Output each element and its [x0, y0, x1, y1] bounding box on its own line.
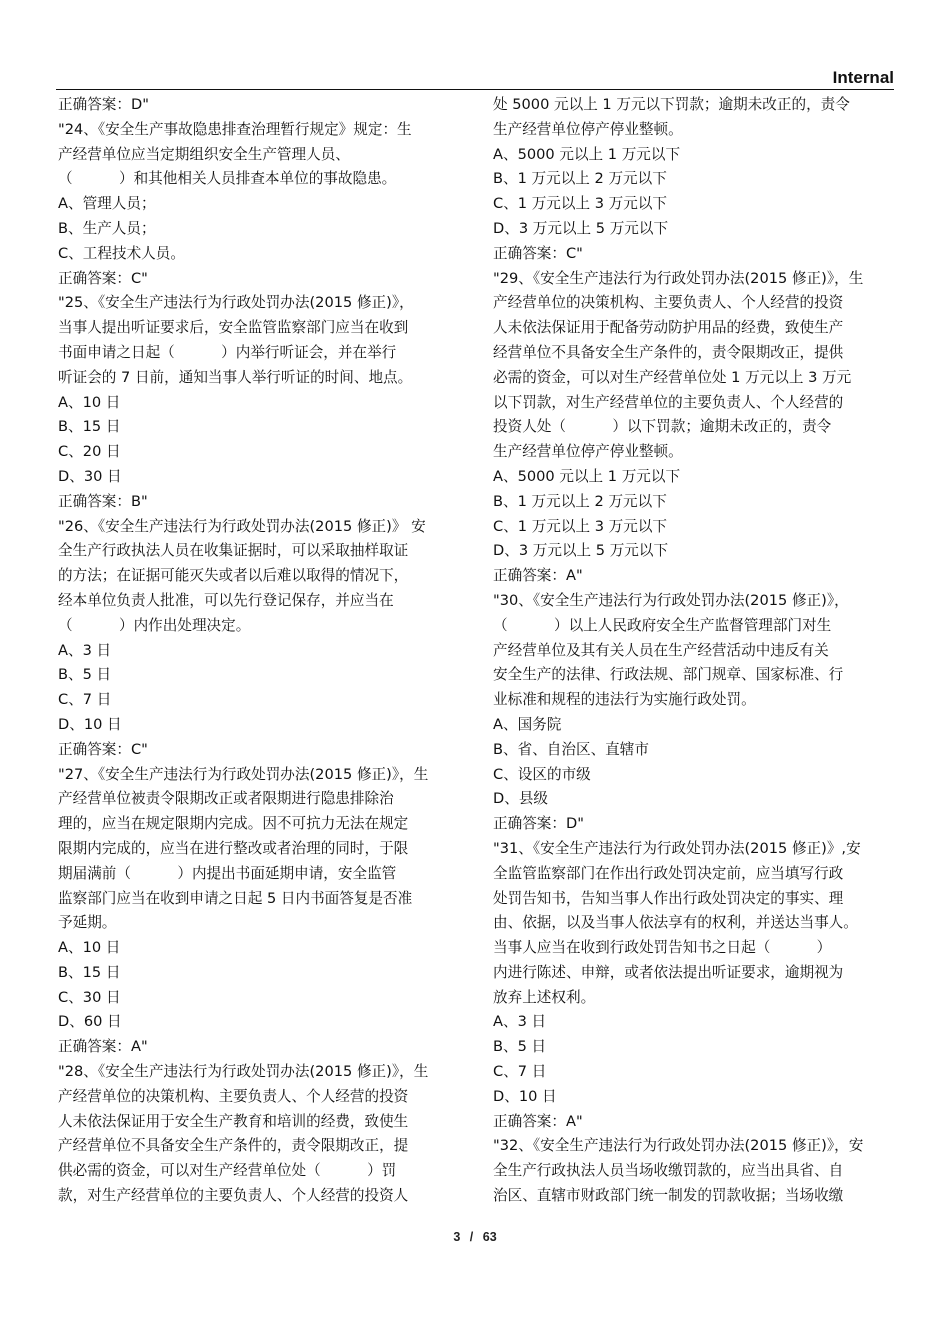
- text-line: B、1 万元以上 2 万元以下: [493, 170, 667, 188]
- text-line: 正确答案：C": [58, 740, 148, 758]
- text-line: 予延期。: [58, 914, 117, 932]
- text-line: 正确答案：A": [493, 1112, 583, 1130]
- text-line: A、国务院: [493, 715, 562, 733]
- text-line: "30、《安全生产违法行为行政处罚办法(2015 修正)》，: [493, 591, 849, 609]
- header-divider: [56, 89, 894, 90]
- text-line: 产经营单位不具备安全生产条件的，责令限期改正，提: [58, 1137, 409, 1155]
- text-line: 人未依法保证用于安全生产教育和培训的经费，致使生: [58, 1112, 409, 1130]
- text-line: 必需的资金，可以对生产经营单位处 1 万元以上 3 万元: [493, 368, 852, 386]
- text-line: 正确答案：C": [58, 269, 148, 287]
- text-line: D、县级: [493, 790, 549, 808]
- text-line: A、10 日: [58, 939, 121, 957]
- text-line: "28、《安全生产违法行为行政处罚办法(2015 修正)》，生: [58, 1063, 429, 1081]
- text-line: B、15 日: [58, 418, 121, 436]
- text-line: 期届满前（ ）内提出书面延期申请，安全监管: [58, 864, 397, 882]
- text-line: C、7 日: [58, 691, 112, 709]
- text-line: A、10 日: [58, 393, 121, 411]
- text-line: 安全生产的法律、行政法规、部门规章、国家标准、行: [493, 666, 844, 684]
- text-line: 人未依法保证用于配备劳动防护用品的经费，致使生产: [493, 319, 844, 337]
- text-line: 以下罚款，对生产经营单位的主要负责人、个人经营的: [493, 393, 844, 411]
- text-line: 理的，应当在规定限期内完成。因不可抗力无法在规定: [58, 815, 409, 833]
- text-line: 处 5000 元以上 1 万元以下罚款；逾期未改正的，责令: [493, 96, 850, 113]
- text-line: 生产经营单位停产停业整顿。: [493, 443, 683, 461]
- document-classification-label: Internal: [832, 68, 894, 87]
- text-line: D、3 万元以上 5 万元以下: [493, 542, 669, 560]
- right-text-column: [493, 93, 895, 1209]
- text-line: 处罚告知书，告知当事人作出行政处罚决定的事实、理: [493, 889, 844, 907]
- text-line: A、3 日: [58, 641, 112, 659]
- text-line: 正确答案：A": [493, 567, 583, 585]
- text-line: （ ）以上人民政府安全生产监督管理部门对生: [493, 616, 832, 634]
- text-line: B、省、自治区、直辖市: [493, 740, 649, 758]
- text-line: 治区、直辖市财政部门统一制发的罚款收据；当场收缴: [493, 1187, 844, 1205]
- text-line: 产经营单位被责令限期改正或者限期进行隐患排除治: [58, 790, 394, 808]
- total-page-count: 63: [482, 1230, 497, 1244]
- text-line: B、5 日: [58, 666, 112, 684]
- text-line: 产经营单位应当定期组织安全生产管理人员、: [58, 145, 350, 163]
- text-line: 全监管监察部门在作出行政处罚决定前，应当填写行政: [493, 864, 844, 882]
- text-line: "29、《安全生产违法行为行政处罚办法(2015 修正)》，生: [493, 269, 864, 287]
- left-text-column: [58, 93, 460, 1209]
- text-line: 的方法；在证据可能灭失或者以后难以取得的情况下，: [58, 567, 409, 585]
- text-line: 书面申请之日起（ ）内举行听证会，并在举行: [58, 343, 397, 361]
- text-line: C、7 日: [493, 1063, 547, 1081]
- text-line: 听证会的 7 日前，通知当事人举行听证的时间、地点。: [58, 368, 413, 386]
- text-line: 限期内完成的，应当在进行整改或者治理的同时，于限: [58, 839, 409, 857]
- text-line: "31、《安全生产违法行为行政处罚办法(2015 修正)》,安: [493, 839, 861, 857]
- text-line: （ ）内作出处理决定。: [58, 616, 251, 634]
- text-line: D、30 日: [58, 467, 122, 485]
- text-line: C、20 日: [58, 443, 121, 461]
- text-line: 正确答案：D": [493, 815, 584, 833]
- text-line: 产经营单位及其有关人员在生产经营活动中违反有关: [493, 641, 829, 659]
- text-line: 全生产行政执法人员在收集证据时，可以采取抽样取证: [58, 542, 409, 560]
- text-line: C、1 万元以上 3 万元以下: [493, 195, 668, 213]
- current-page-number: 3: [453, 1230, 461, 1244]
- text-line: D、10 日: [58, 715, 122, 733]
- text-line: 产经营单位的决策机构、主要负责人、个人经营的投资: [58, 1087, 409, 1105]
- text-line: "26、《安全生产违法行为行政处罚办法(2015 修正)》 安: [58, 517, 426, 535]
- text-line: 生产经营单位停产停业整顿。: [493, 120, 683, 138]
- text-line: "27、《安全生产违法行为行政处罚办法(2015 修正)》，生: [58, 765, 429, 783]
- text-line: 正确答案：C": [493, 244, 583, 262]
- text-line: "32、《安全生产违法行为行政处罚办法(2015 修正)》，安: [493, 1137, 864, 1155]
- text-line: B、1 万元以上 2 万元以下: [493, 492, 667, 510]
- text-line: 产经营单位的决策机构、主要负责人、个人经营的投资: [493, 294, 844, 312]
- text-line: B、5 日: [493, 1038, 547, 1056]
- text-line: 款，对生产经营单位的主要负责人、个人经营的投资人: [58, 1187, 409, 1205]
- text-line: B、生产人员；: [58, 219, 156, 237]
- text-line: C、30 日: [58, 988, 121, 1006]
- text-line: 经营单位不具备安全生产条件的，责令限期改正，提供: [493, 343, 844, 361]
- text-line: 全生产行政执法人员当场收缴罚款的，应当出具省、自: [493, 1162, 844, 1180]
- text-line: "24、《安全生产事故隐患排查治理暂行规定》规定：生: [58, 120, 412, 138]
- text-line: 正确答案：D": [58, 96, 149, 113]
- text-line: 供必需的资金，可以对生产经营单位处（ ）罚: [58, 1162, 397, 1180]
- text-line: A、5000 元以上 1 万元以下: [493, 145, 681, 163]
- text-line: 正确答案：B": [58, 492, 148, 510]
- text-line: C、1 万元以上 3 万元以下: [493, 517, 668, 535]
- text-line: 放弃上述权利。: [493, 988, 596, 1006]
- text-line: （ ）和其他相关人员排查本单位的事故隐患。: [58, 170, 397, 188]
- text-line: 投资人处（ ）以下罚款；逾期未改正的，责令: [493, 418, 832, 436]
- text-line: C、设区的市级: [493, 765, 591, 783]
- text-line: B、15 日: [58, 963, 121, 981]
- text-line: D、10 日: [493, 1087, 557, 1105]
- page-separator: /: [469, 1230, 474, 1244]
- text-line: 当事人应当在收到行政处罚告知书之日起（ ）: [493, 939, 832, 957]
- text-line: 正确答案：A": [58, 1038, 148, 1056]
- text-line: 当事人提出听证要求后，安全监管监察部门应当在收到: [58, 319, 409, 337]
- text-line: A、5000 元以上 1 万元以下: [493, 467, 681, 485]
- text-line: D、60 日: [58, 1013, 122, 1031]
- text-line: A、管理人员；: [58, 195, 156, 213]
- text-line: C、工程技术人员。: [58, 244, 185, 262]
- text-line: 业标准和规程的违法行为实施行政处罚。: [493, 691, 756, 709]
- text-line: "25、《安全生产违法行为行政处罚办法(2015 修正)》，: [58, 294, 414, 312]
- text-line: 经本单位负责人批准，可以先行登记保存，并应当在: [58, 591, 394, 609]
- text-line: 由、依据，以及当事人依法享有的权利，并送达当事人。: [493, 914, 858, 932]
- page-number: [0, 1230, 950, 1244]
- text-line: A、3 日: [493, 1013, 547, 1031]
- text-line: D、3 万元以上 5 万元以下: [493, 219, 669, 237]
- text-line: 内进行陈述、申辩，或者依法提出听证要求，逾期视为: [493, 963, 844, 981]
- text-line: 监察部门应当在收到申请之日起 5 日内书面答复是否准: [58, 889, 413, 907]
